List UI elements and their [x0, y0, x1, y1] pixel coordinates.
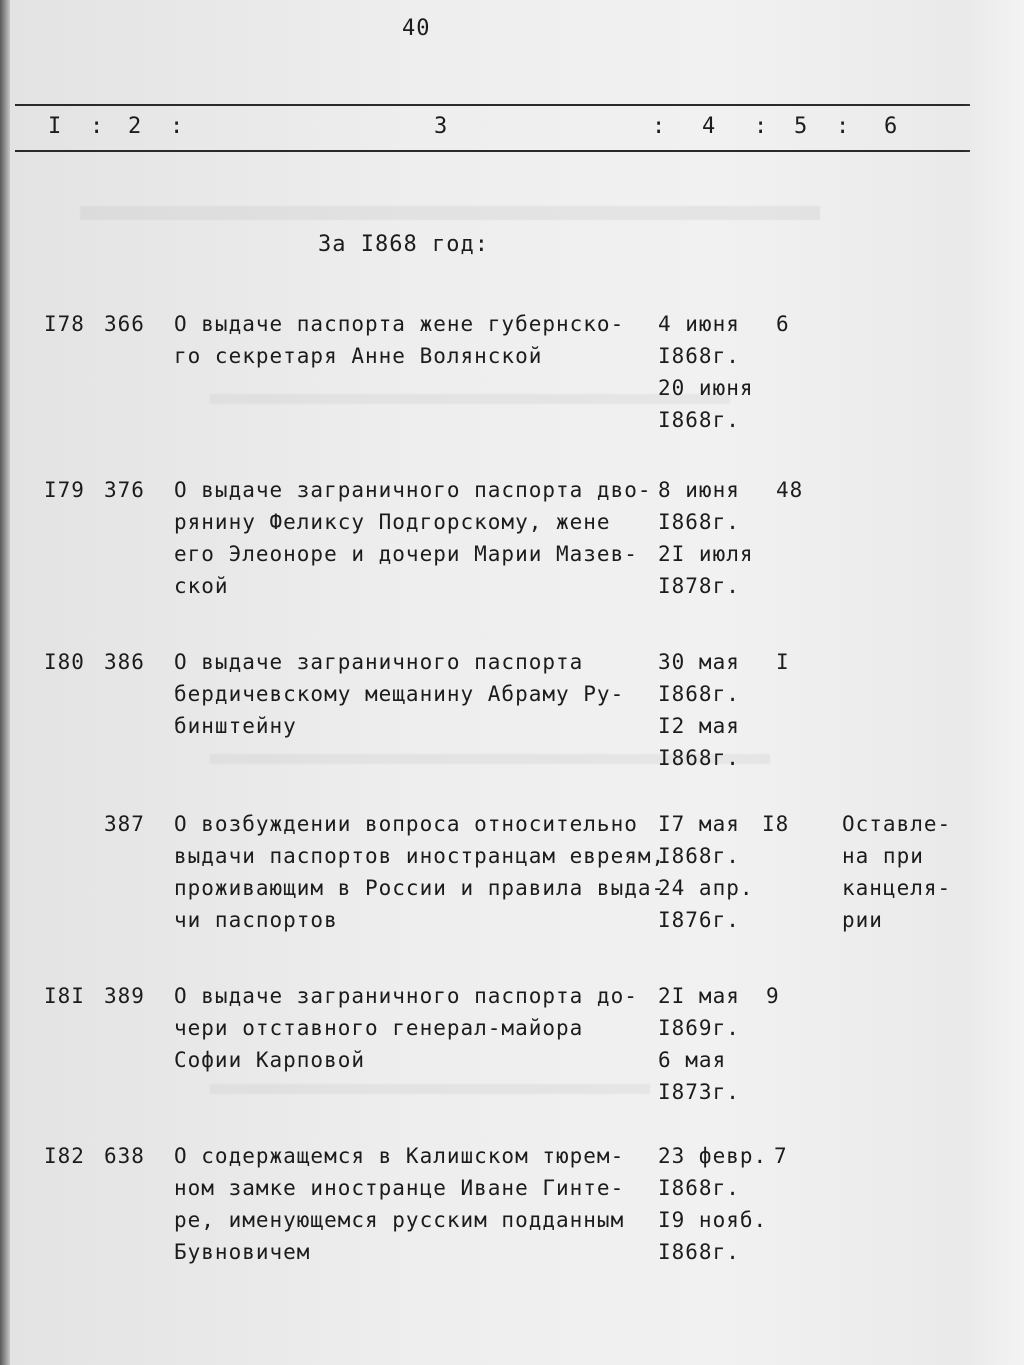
- title-line: бинштейну: [174, 714, 297, 738]
- entry-dates: [658, 980, 740, 1108]
- column-header-4: 4: [702, 114, 717, 139]
- year-heading: За I868 год:: [318, 232, 489, 257]
- column-separator: :: [836, 114, 850, 139]
- title-line: О выдаче заграничного паспорта: [174, 650, 584, 674]
- date-line: 2I мая: [658, 984, 740, 1008]
- date-line: 4 июня: [658, 312, 740, 336]
- entry-dates: [658, 308, 754, 436]
- sheet-count: 48: [776, 478, 804, 502]
- case-number: 638: [104, 1144, 145, 1168]
- column-header-3: 3: [434, 114, 449, 139]
- entry-note: [842, 808, 951, 936]
- sheet-count: I: [776, 650, 790, 674]
- date-line: I9 нояб.: [658, 1208, 768, 1232]
- date-line: 8 июня: [658, 478, 740, 502]
- date-line: 2I июля: [658, 542, 754, 566]
- date-line: I868г.: [658, 510, 740, 534]
- date-line: I868г.: [658, 408, 740, 432]
- note-line: канцеля-: [842, 876, 952, 900]
- header-rule-bottom: [15, 150, 970, 152]
- title-line: чи паспортов: [174, 908, 338, 932]
- date-line: I7 мая: [658, 812, 740, 836]
- title-line: Софии Карповой: [174, 1048, 366, 1072]
- entry-title: [174, 646, 624, 742]
- entry-title: [174, 808, 665, 936]
- date-line: I868г.: [658, 682, 740, 706]
- entry-title: [174, 980, 638, 1076]
- column-header-2: 2: [128, 114, 143, 139]
- entry-number: I80: [44, 650, 85, 674]
- case-number: 376: [104, 478, 145, 502]
- bleed-through-layer: [210, 380, 730, 404]
- title-line: ном замке иностранце Иване Гинте-: [174, 1176, 625, 1200]
- title-line: О выдаче заграничного паспорта до-: [174, 984, 638, 1008]
- column-separator: :: [652, 114, 666, 139]
- sheet-count: 6: [776, 312, 790, 336]
- sheet-count: 9: [766, 984, 780, 1008]
- case-number: 366: [104, 312, 145, 336]
- date-line: 6 мая: [658, 1048, 727, 1072]
- column-header-5: 5: [794, 114, 809, 139]
- date-line: I869г.: [658, 1016, 740, 1040]
- header-rule-top: [15, 104, 970, 106]
- title-line: Бувновичем: [174, 1240, 311, 1264]
- title-line: проживающим в России и правила выда-: [174, 876, 666, 900]
- date-line: I868г.: [658, 1240, 740, 1264]
- title-line: го секретаря Анне Волянской: [174, 344, 543, 368]
- entry-dates: [658, 646, 740, 774]
- entry-dates: [658, 474, 754, 602]
- case-number: 389: [104, 984, 145, 1008]
- note-line: рии: [842, 908, 883, 932]
- column-separator: :: [90, 114, 104, 139]
- entry-number: I78: [44, 312, 85, 336]
- date-line: 24 апр.: [658, 876, 754, 900]
- bleed-through-layer: [80, 186, 820, 220]
- title-line: ской: [174, 574, 229, 598]
- title-line: бердичевскому мещанину Абраму Ру-: [174, 682, 625, 706]
- note-line: Оставле-: [842, 812, 952, 836]
- entry-title: [174, 308, 624, 372]
- entry-number: I82: [44, 1144, 85, 1168]
- date-line: I2 мая: [658, 714, 740, 738]
- page-number: 40: [402, 16, 431, 41]
- note-line: на при: [842, 844, 924, 868]
- title-line: рянину Феликсу Подгорскому, жене: [174, 510, 611, 534]
- date-line: I873г.: [658, 1080, 740, 1104]
- entry-number: I79: [44, 478, 85, 502]
- page-binding: [0, 0, 10, 1365]
- entry-title: [174, 1140, 624, 1268]
- title-line: выдачи паспортов иностранцам евреям,: [174, 844, 666, 868]
- column-separator: :: [754, 114, 768, 139]
- date-line: 23 февр.: [658, 1144, 768, 1168]
- title-line: О выдаче паспорта жене губернско-: [174, 312, 625, 336]
- title-line: чери отставного генерал-майора: [174, 1016, 584, 1040]
- column-header-1: I: [48, 114, 63, 139]
- entry-number: I8I: [44, 984, 85, 1008]
- date-line: I868г.: [658, 844, 740, 868]
- date-line: I876г.: [658, 908, 740, 932]
- archival-inventory-page: [10, 0, 1024, 1365]
- date-line: I868г.: [658, 344, 740, 368]
- entry-dates: [658, 1140, 767, 1268]
- title-line: О содержащемся в Калишском тюрем-: [174, 1144, 625, 1168]
- date-line: I868г.: [658, 1176, 740, 1200]
- sheet-count: I8: [762, 812, 790, 836]
- column-separator: :: [170, 114, 184, 139]
- entry-title: [174, 474, 652, 602]
- title-line: его Элеоноре и дочери Марии Мазев-: [174, 542, 638, 566]
- title-line: О возбуждении вопроса относительно: [174, 812, 638, 836]
- date-line: I878г.: [658, 574, 740, 598]
- title-line: ре, именующемся русским подданным: [174, 1208, 625, 1232]
- case-number: 387: [104, 812, 145, 836]
- page-edge-shading: [964, 0, 1024, 1365]
- column-header-6: 6: [884, 114, 899, 139]
- entry-dates: [658, 808, 754, 936]
- date-line: 30 мая: [658, 650, 740, 674]
- title-line: О выдаче заграничного паспорта дво-: [174, 478, 652, 502]
- sheet-count: 7: [774, 1144, 788, 1168]
- date-line: I868г.: [658, 746, 740, 770]
- date-line: 20 июня: [658, 376, 754, 400]
- case-number: 386: [104, 650, 145, 674]
